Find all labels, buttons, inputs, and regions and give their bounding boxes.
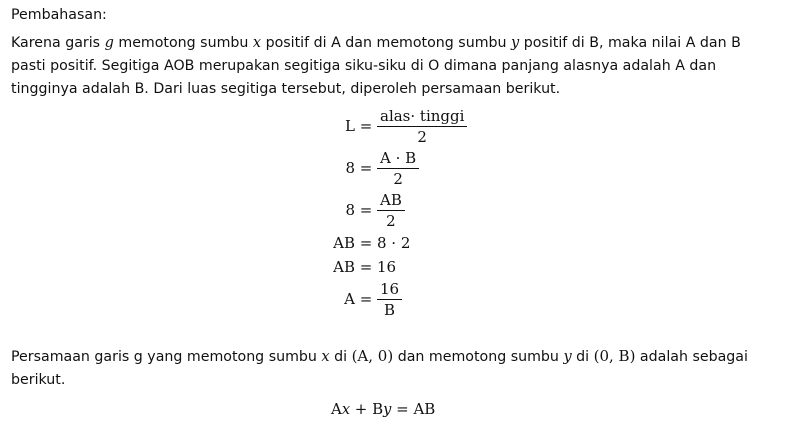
- paragraph-1-line-1: [11, 32, 781, 55]
- math-var-g: g: [104, 35, 114, 51]
- equals-sign: =: [359, 258, 373, 276]
- equation-lhs: L: [345, 117, 355, 135]
- equation-lhs: 8: [345, 159, 355, 177]
- heading: [11, 4, 781, 27]
- fraction-numerator: 16: [380, 279, 400, 298]
- fraction: [377, 280, 402, 319]
- fraction-denominator: 2: [417, 127, 427, 146]
- equation-result: [0, 256, 396, 278]
- fraction-denominator: 2: [386, 211, 396, 230]
- fraction: [377, 107, 467, 146]
- equation-lhs: AB: [333, 258, 355, 276]
- equation-lhs: A: [344, 290, 355, 308]
- math-var-y: y: [511, 35, 520, 51]
- line-equation: [331, 397, 435, 421]
- fraction-denominator: B: [384, 300, 396, 319]
- text-segment: Karena garis: [11, 35, 105, 51]
- text-segment: dan memotong sumbu: [393, 349, 564, 365]
- equation-rhs: 16: [377, 258, 397, 276]
- fraction-numerator: AB: [380, 190, 402, 209]
- paragraph-1: [11, 32, 781, 101]
- equation-substitution: [0, 148, 419, 188]
- text-segment: Persamaan garis g yang memotong sumbu: [11, 349, 322, 365]
- math-var-x: x: [321, 349, 330, 365]
- text-segment: memotong sumbu: [113, 35, 253, 51]
- fraction: [377, 149, 419, 188]
- fraction-numerator: A · B: [380, 148, 417, 167]
- math-var-y: y: [383, 402, 392, 418]
- text-segment: positif di B, maka nilai A dan B: [519, 35, 741, 51]
- point-b: (0, B): [593, 347, 636, 365]
- fraction: [377, 191, 405, 230]
- text-segment: adalah sebagai: [635, 349, 748, 365]
- equation-lhs: 8: [345, 201, 355, 219]
- paragraph-2: [11, 345, 781, 392]
- equation-rhs: = AB: [391, 400, 436, 418]
- equation-rhs: 8 · 2: [377, 234, 411, 252]
- equals-sign: =: [359, 117, 373, 135]
- equals-sign: =: [359, 234, 373, 252]
- paragraph-2-line-2: berikut.: [11, 372, 66, 388]
- math-var-x: x: [252, 35, 262, 51]
- equation-lhs: AB: [333, 234, 355, 252]
- equals-sign: =: [359, 159, 373, 177]
- paragraph-1-line-3: tingginya adalah B. Dari luas segitiga tersebut, diperoleh persamaan berikut.: [11, 81, 561, 97]
- math-var-x: x: [341, 402, 351, 418]
- text-segment: di: [329, 349, 352, 365]
- equals-sign: =: [359, 201, 373, 219]
- coef-a: A: [331, 400, 342, 418]
- equation-simplified: [0, 190, 405, 230]
- equation-area-formula: [0, 106, 467, 146]
- equation-product: [0, 232, 410, 254]
- equation-a-value: [0, 279, 402, 319]
- paragraph-2-line-1: [11, 345, 781, 369]
- paragraph-1-line-2: pasti positif. Segitiga AOB merupakan segitiga siku-siku di O dimana panjang alasnya adalah A dan: [11, 58, 717, 74]
- fraction-denominator: 2: [393, 169, 403, 188]
- point-a: (A, 0): [351, 347, 394, 365]
- plus-b: + B: [350, 400, 384, 418]
- equals-sign: =: [359, 290, 373, 308]
- text-segment: di: [571, 349, 594, 365]
- text-segment: positif di A dan memotong sumbu: [261, 35, 512, 51]
- fraction-numerator: alas· tinggi: [380, 106, 465, 125]
- heading-text: Pembahasan:: [11, 7, 107, 23]
- math-var-y: y: [563, 349, 572, 365]
